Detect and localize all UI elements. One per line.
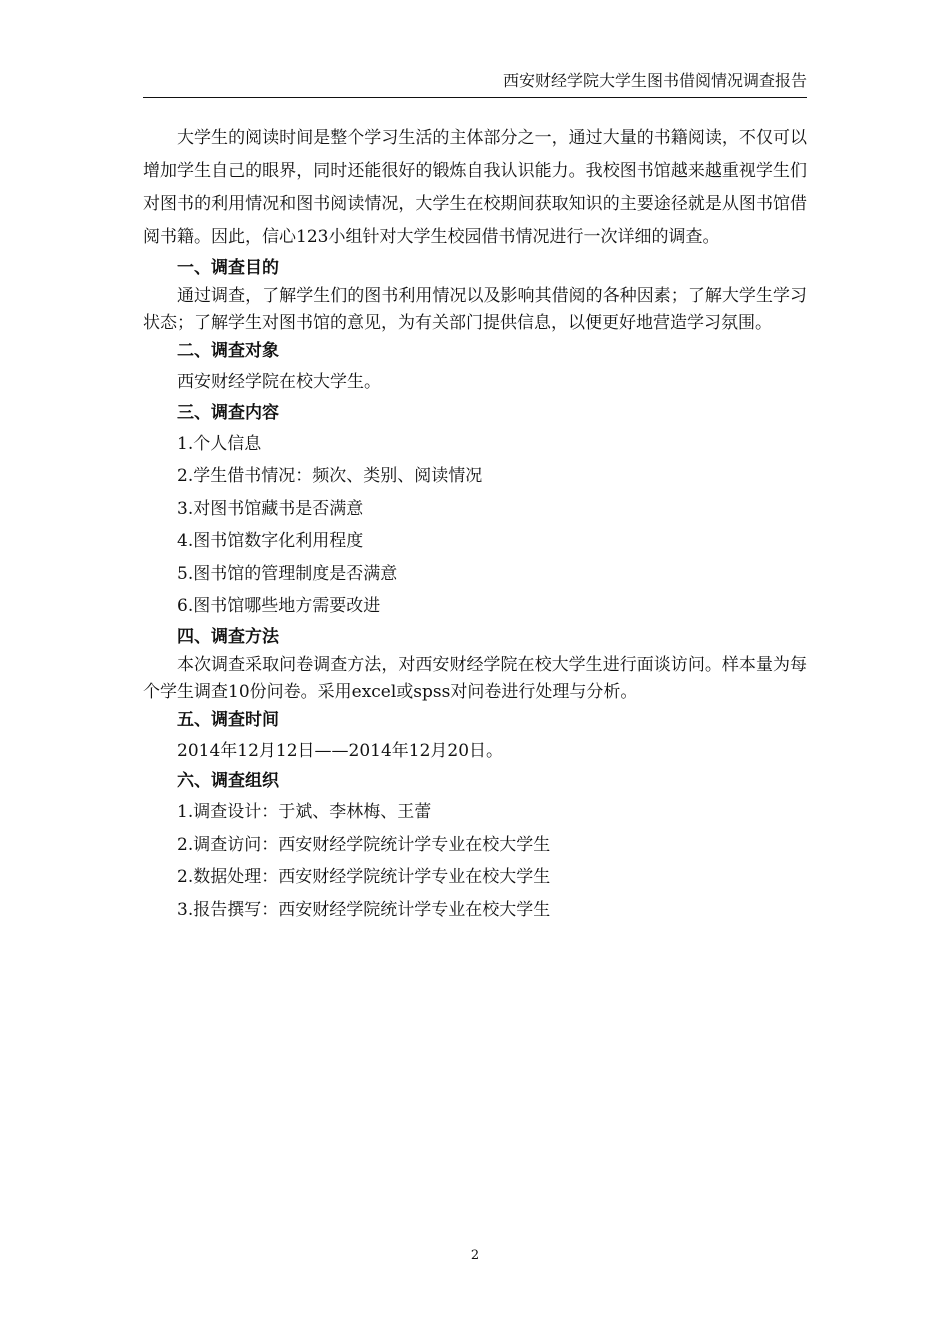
- document-body: [143, 122, 807, 926]
- object-paragraph: 西安财经学院在校大学生。: [177, 372, 381, 392]
- organization-item: 2.调查访问：西安财经学院统计学专业在校大学生: [177, 834, 551, 855]
- page-number: 2: [470, 1248, 480, 1263]
- section-heading-method: 四、调查方法: [177, 626, 279, 647]
- section-heading-purpose: 一、调查目的: [177, 258, 279, 278]
- running-header: 西安财经学院大学生图书借阅情况调查报告: [502, 71, 807, 90]
- content-item: 6.图书馆哪些地方需要改进: [177, 596, 381, 616]
- header-divider: [143, 97, 807, 98]
- content-item: 3.对图书馆藏书是否满意: [177, 498, 364, 519]
- content-item: 2.学生借书情况：频次、类别、阅读情况: [177, 466, 483, 486]
- content-item: 1.个人信息: [177, 433, 262, 454]
- time-paragraph: 2014年12月12日——2014年12月20日。: [177, 740, 504, 761]
- section-heading-object: 二、调查对象: [177, 341, 279, 361]
- organization-item: 1.调查设计：于斌、李林梅、王蕾: [177, 802, 432, 822]
- section-heading-content: 三、调查内容: [177, 402, 279, 423]
- content-item: 5.图书馆的管理制度是否满意: [177, 563, 398, 584]
- content-item: 4.图书馆数字化利用程度: [177, 531, 364, 551]
- section-heading-organization: 六、调查组织: [177, 771, 279, 791]
- purpose-paragraph: 通过调查，了解学生们的图书利用情况以及影响其借阅的各种因素；了解大学生学习状态；了解学生对图书馆的意见，为有关部门提供信息，以便更好地营造学习氛围。: [143, 286, 807, 333]
- organization-item: 3.报告撰写：西安财经学院统计学专业在校大学生: [177, 899, 551, 920]
- method-paragraph: 本次调查采取问卷调查方法，对西安财经学院在校大学生进行面谈访问。样本量为每个学生调查10份问卷。采用excel或spss对问卷进行处理与分析。: [143, 654, 807, 702]
- section-heading-time: 五、调查时间: [177, 709, 279, 730]
- intro-paragraph: 大学生的阅读时间是整个学习生活的主体部分之一，通过大量的书籍阅读，不仅可以增加学生自己的眼界，同时还能很好的锻炼自我认识能力。我校图书馆越来越重视学生们对图书的利用情况和图书阅读情况，大学生在校期间获取知识的主要途径就是从图书馆借阅书籍。因此，信心123小组针对大学生校园借书情况进行一次详细的调查。: [143, 128, 807, 247]
- organization-item: 2.数据处理：西安财经学院统计学专业在校大学生: [177, 867, 551, 887]
